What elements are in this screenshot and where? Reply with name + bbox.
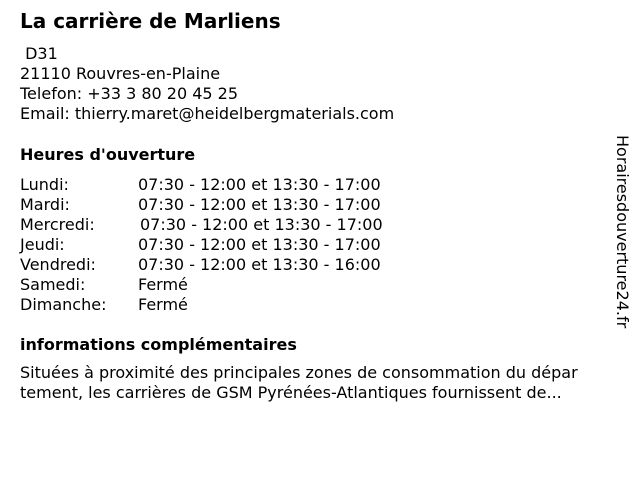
hours-row-vendredi	[20, 255, 440, 275]
site-watermark: Horairesdouverture24.fr	[613, 135, 632, 329]
hours-row-mercredi	[20, 215, 440, 235]
hours-time-value: Fermé	[138, 295, 188, 314]
hours-time-value: Fermé	[138, 275, 188, 294]
hours-day-label: Mardi:	[20, 195, 70, 214]
additional-info-heading: informations complémentaires	[20, 335, 297, 354]
additional-info-text	[20, 363, 624, 403]
hours-row-samedi	[20, 275, 440, 295]
hours-row-jeudi	[20, 235, 440, 255]
phone-number[interactable]: Telefon: +33 3 80 20 45 25	[20, 84, 239, 103]
hours-time-value: 07:30 - 12:00 et 13:30 - 17:00	[138, 235, 381, 254]
hours-day-label: Dimanche:	[20, 295, 107, 314]
hours-time-value: 07:30 - 12:00 et 13:30 - 17:00	[138, 195, 381, 214]
additional-info-line: tement, les carrières de GSM Pyrénées-Atlantiques fournissent de...	[20, 383, 562, 402]
hours-time-value: 07:30 - 12:00 et 13:30 - 16:00	[138, 255, 381, 274]
email-address[interactable]: Email: thierry.maret@heidelbergmaterials.com	[20, 104, 395, 123]
hours-time-value: 07:30 - 12:00 et 13:30 - 17:00	[140, 215, 383, 234]
hours-row-lundi	[20, 175, 440, 195]
hours-time-value: 07:30 - 12:00 et 13:30 - 17:00	[138, 175, 381, 194]
address-city: 21110 Rouvres-en-Plaine	[20, 64, 221, 83]
hours-day-label: Mercredi:	[20, 215, 95, 234]
additional-info-line: Situées à proximité des principales zones de consommation du dépar	[20, 363, 578, 382]
hours-day-label: Samedi:	[20, 275, 86, 294]
address-street: D31	[20, 44, 58, 63]
hours-day-label: Jeudi:	[20, 235, 65, 254]
hours-day-label: Lundi:	[20, 175, 69, 194]
hours-row-dimanche	[20, 295, 440, 315]
hours-day-label: Vendredi:	[20, 255, 96, 274]
opening-hours-heading: Heures d'ouverture	[20, 145, 196, 164]
opening-hours-table	[20, 175, 440, 315]
hours-row-mardi	[20, 195, 440, 215]
address-block	[20, 44, 394, 124]
page-title: La carrière de Marliens	[20, 9, 281, 33]
